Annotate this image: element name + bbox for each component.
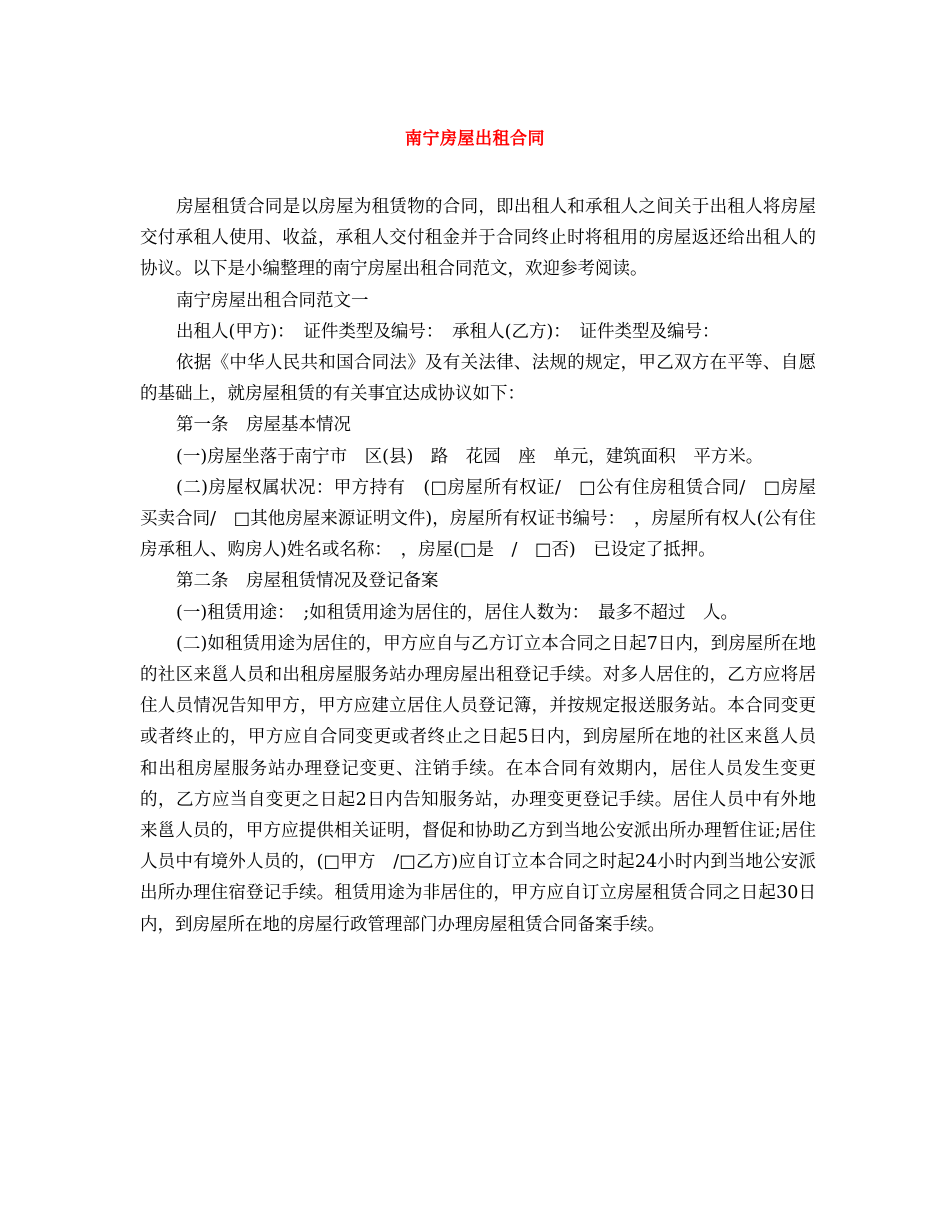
document-body — [140, 192, 816, 941]
article-2-heading: 第二条 房屋租赁情况及登记备案 — [176, 571, 439, 592]
sample-heading: 南宁房屋出租合同范文一 — [176, 290, 369, 311]
basis-paragraph: 依据《中华人民共和国合同法》及有关法律、法规的规定，甲乙双方在平等、自愿的基础上，就房屋租赁的有关事宜达成协议如下： — [140, 353, 816, 405]
intro-paragraph: 房屋租赁合同是以房屋为租赁物的合同，即出租人和承租人之间关于出租人将房屋交付承租人使用、收益，承租人交付租金并于合同终止时将租用的房屋返还给出租人的协议。以下是小编整理的南宁房屋出租合同范文，欢迎参考阅读。 — [140, 197, 816, 280]
parties-line: 出租人(甲方)： 证件类型及编号： 承租人(乙方)： 证件类型及编号： — [176, 321, 720, 342]
document-title: 南宁房屋出租合同 — [405, 129, 545, 149]
article-2-item-1: (一)租赁用途： ;如租赁用途为居住的，居住人数为： 最多不超过 人。 — [176, 602, 739, 623]
article-1-heading: 第一条 房屋基本情况 — [176, 415, 351, 436]
article-1-item-2: (二)房屋权属状况：甲方持有 (□房屋所有权证/ □公有住房租赁合同/ □房屋买卖合同/ □其他房屋来源证明文件)，房屋所有权证书编号： ，房屋所有权人(公有住房承租人、购房人)姓名或名称： ，房屋(□是 / □否) 已设定了抵押。 — [140, 477, 816, 561]
article-1-item-1: (一)房屋坐落于南宁市 区(县) 路 花园 座 单元，建筑面积 平方米。 — [176, 446, 764, 467]
article-2-item-2: (二)如租赁用途为居住的，甲方应自与乙方订立本合同之日起7日内，到房屋所在地的社区来邕人员和出租房屋服务站办理房屋出租登记手续。对多人居住的，乙方应将居住人员情况告知甲方，甲方应建立居住人员登记簿，并按规定报送服务站。本合同变更或者终止的，甲方应自合同变更或者终止之日起5日内，到房屋所在地的社区来邕人员和出租房屋服务站办理登记变更、注销手续。在本合同有效期内，居住人员发生变更的，乙方应当自变更之日起2日内告知服务站，办理变更登记手续。居住人员中有外地来邕人员的，甲方应提供相关证明，督促和协助乙方到当地公安派出所办理暂住证;居住人员中有境外人员的，(□甲方 /□乙方)应自订立本合同之时起24小时内到当地公安派出所办理住宿登记手续。租赁用途为非居住的，甲方应自订立房屋租赁合同之日起30日内，到房屋所在地的房屋行政管理部门办理房屋租赁合同备案手续。 — [140, 633, 816, 935]
